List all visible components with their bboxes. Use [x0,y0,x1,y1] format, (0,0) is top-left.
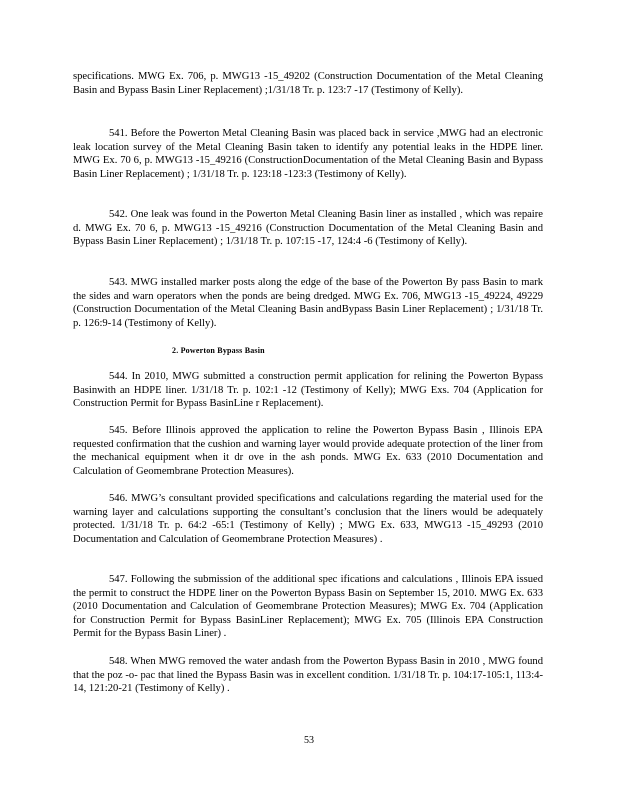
paragraph-544: 544. In 2010, MWG submitted a construction permit application for relining the Powerton Bypass Basinwith an HDPE liner. 1/31/18 Tr. p. 102:1 -12 (Testimony of Kelly); MWG Exs. 704 (Application for Construction Permit for Bypass BasinLine r Replacement). [73,371,543,410]
paragraph-542: 542. One leak was found in the Powerton Metal Cleaning Basin liner as installed , which was repaire d. MWG Ex. 70 6, p. MWG13 -15_49216 (Construction Documentation of the Metal Cleaning Basin and Bypass Basin Liner Replacement) ; 1/31/18 Tr. p. 107:15 -17, 124:4 -6 (Testimony of Kelly). [73,209,543,248]
paragraph-540-continuation: specifications. MWG Ex. 706, p. MWG13 -15_49202 (Construction Documentation of the Metal Cleaning Basin and Bypass Basin Liner Replacement) ;1/31/18 Tr. p. 123:7 -17 (Testimony of Kelly). [73,71,543,96]
paragraph-543: 543. MWG installed marker posts along the edge of the base of the Powerton By pass Basin to mark the sides and warn operators when the ponds are being dredged. MWG Ex. 706, MWG13 -15_49224, 49229 (Construction Documentation of the Metal Cleaning Basin andBypass Basin Liner Replacement) ; 1/31/18 Tr. p. 126:9-14 (Testimony of Kelly). [73,277,543,329]
paragraph-547: 547. Following the submission of the additional spec ifications and calculations , Illinois EPA issued the permit to construct the HDPE liner on the Powerton Bypass Basin on September 15, 2010. MWG Ex. 633 (2010 Documentation and Calculation of Geomembrane Protection Measures); MWG Ex. 704 (Application for Construction Permit for Bypass BasinLiner Replacement); MWG Ex. 705 (Illinois EPA Construction Permit for the Bypass Basin Liner) . [73,574,543,640]
paragraph-548: 548. When MWG removed the water andash from the Powerton Bypass Basin in 2010 , MWG found that the poz -o- pac that lined the Bypass Basin was in excellent condition. 1/31/18 Tr. p. 104:17-105:1, 113:4-14, 121:20-21 (Testimony of Kelly) . [73,656,543,695]
paragraph-541: 541. Before the Powerton Metal Cleaning Basin was placed back in service ,MWG had an electronic leak location survey of the Metal Cleaning Basin taken to identify any potential leaks in the HDPE liner. MWG Ex. 70 6, p. MWG13 -15_49216 (ConstructionDocumentation of the Metal Cleaning Basin and Bypass Basin Liner Replacement) ; 1/31/18 Tr. p. 123:18 -123:3 (Testimony of Kelly). [73,128,543,180]
paragraph-545: 545. Before Illinois approved the application to reline the Powerton Bypass Basin , Illinois EPA requested confirmation that the cushion and warning layer would provide adequate protection of the liner from the mechanical equipment when it dr ove in the ash ponds. MWG Ex. 633 (2010 Documentation and Calculation of Geomembrane Protection Measures). [73,425,543,477]
paragraph-546: 546. MWG’s consultant provided specifications and calculations regarding the material used for the warning layer and calculations supporting the consultant’s conclusion that the liners would be adequately protected. 1/31/18 Tr. p. 64:2 -65:1 (Testimony of Kelly) ; MWG Ex. 633, MWG13 -15_49293 (2010 Documentation and Calculation of Geomembrane Protection Measures) . [73,493,543,545]
section-heading: 2. Powerton Bypass Basin [172,346,265,355]
page-number: 53 [304,735,314,746]
